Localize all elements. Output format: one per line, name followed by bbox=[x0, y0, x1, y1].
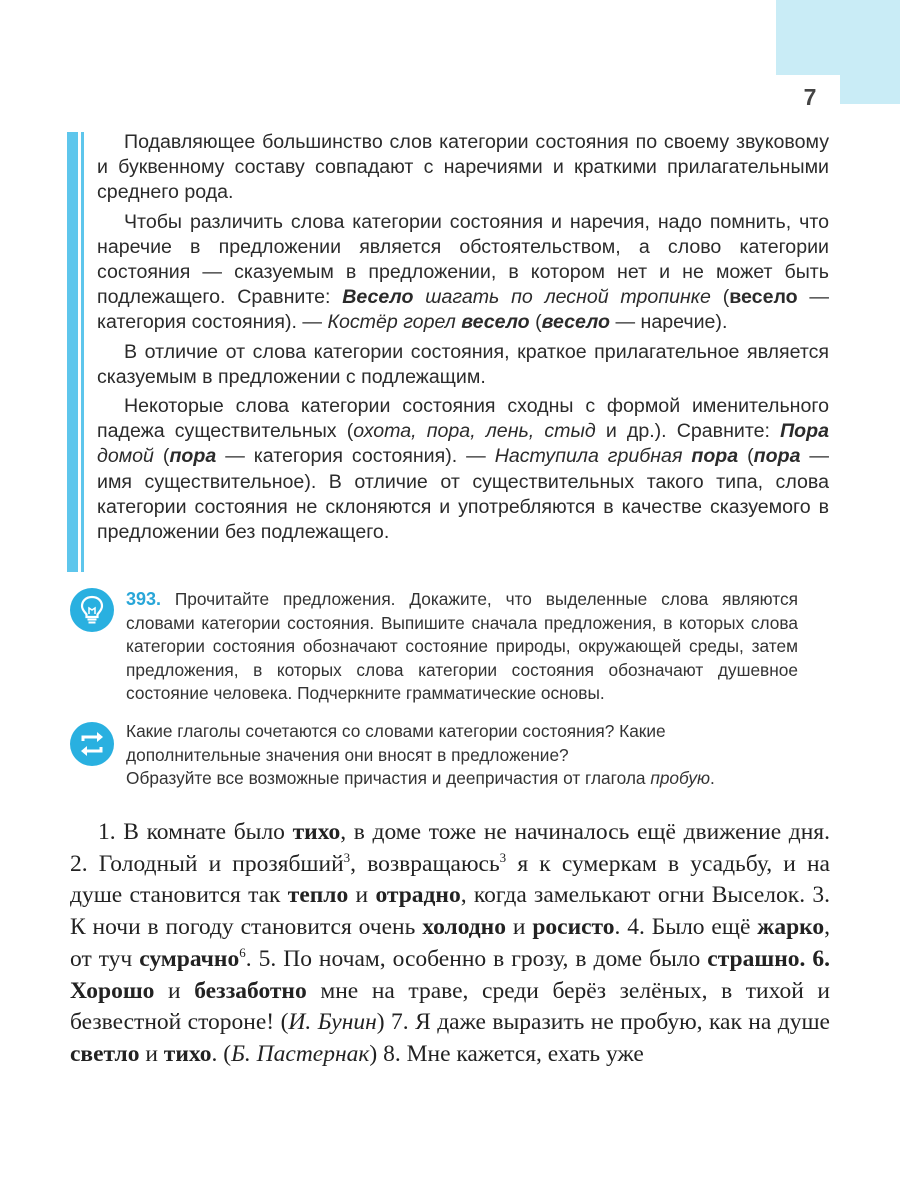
example-word: Пора bbox=[780, 420, 829, 443]
example-text: шагать по лесной тропинке bbox=[413, 286, 711, 309]
sentence-text: и bbox=[505, 914, 533, 941]
example-text: Наступила грибная bbox=[494, 445, 692, 468]
author-name: Б. Пастернак bbox=[231, 1040, 370, 1067]
task-text: Прочитайте предложения. Докажите, что выделенные слова являются словами категории состояния. Выпишите сначала предложения, в которых слова категории состояния обозначают состояние природы, окружающей среды, затем предложения, в которых слова категории состояния обозначают душевное состояние человека. Подчеркните грамматические основы. bbox=[126, 589, 798, 704]
rule-bar-line bbox=[81, 132, 84, 572]
highlighted-word: росисто bbox=[532, 914, 615, 941]
superscript: 6 bbox=[239, 944, 246, 960]
rule-text: Чтобы различить слова категории состояния и наречия, надо помнить, что наречие в предложении является обстоятельством, а слово категории состояния — сказуемым в предложении, в котором нет и не может быть подлежащего. Сравните: bbox=[97, 210, 829, 309]
sentence-text: , возвращаюсь bbox=[350, 850, 500, 877]
rule-text: ( bbox=[710, 286, 730, 309]
sentence-text: , когда замелькают огни Выселок. 3. К ночи в погоду становится очень bbox=[70, 882, 831, 941]
exercise-text bbox=[70, 817, 830, 1071]
rule-text: — наречие). bbox=[610, 311, 728, 334]
highlighted-word: сумрачно bbox=[139, 945, 240, 972]
rule-text: — категория состояния). — bbox=[216, 445, 495, 468]
question-text: . bbox=[710, 768, 715, 789]
page-number: 7 bbox=[803, 84, 817, 110]
rule-paragraph-2 bbox=[97, 210, 829, 336]
example-text: охота, пора, лень, стыд bbox=[353, 420, 596, 443]
sentence-text: мне на траве, среди берёз зелёных, в тихой и безвестной стороне! ( bbox=[70, 977, 830, 1036]
rule-paragraph-1: Подавляющее большинство слов категории состояния по своему звуковому и буквенному составу совпадают с наречиями и краткими прилагательными среднего рода. bbox=[97, 131, 829, 204]
question-2 bbox=[126, 767, 798, 791]
example-text: Костёр горел bbox=[327, 311, 462, 334]
rule-text: — категория состояния). — bbox=[97, 286, 829, 334]
highlighted-word: страшно bbox=[707, 945, 800, 972]
highlighted-word: Хорошо bbox=[70, 977, 155, 1004]
sentence-text: ) 8. Мне кажется, ехать уже bbox=[369, 1040, 644, 1067]
sentence-text: я к сумеркам в усадьбу, и на душе становится так bbox=[70, 850, 830, 909]
sentence-text: 1. В комнате было bbox=[98, 819, 293, 845]
rule-text: — имя существительное). В отличие от существительных такого типа, слова категории состояния не склоняются и употребляются в качестве сказуемого в предложении без подлежащего. bbox=[97, 445, 830, 544]
question-text: Образуйте все возможные причастия и деепричастия от глагола bbox=[126, 768, 651, 789]
highlighted-word: холодно bbox=[422, 914, 506, 941]
rule-paragraph-4 bbox=[97, 394, 829, 545]
rule-text: ( bbox=[738, 445, 754, 468]
lightbulb-icon bbox=[70, 588, 114, 632]
rule-text: ( bbox=[529, 311, 542, 334]
task-questions bbox=[126, 720, 798, 791]
sentence-text: ) 7. Я даже выразить не пробую, как на душе bbox=[376, 1009, 830, 1036]
highlighted-word: светло bbox=[70, 1040, 140, 1067]
task-393 bbox=[126, 588, 798, 706]
rule-text: ( bbox=[153, 445, 170, 468]
highlighted-word: отрадно bbox=[375, 882, 461, 909]
rule-text: и др.). Сравните: bbox=[595, 420, 781, 443]
example-word: Весело bbox=[342, 286, 414, 309]
sentence-text: . 5. По ночам, особенно в грозу, в доме было bbox=[245, 945, 708, 972]
rule-paragraph-3: В отличие от слова категории состояния, краткое прилагательное является сказуемым в предложении с подлежащим. bbox=[97, 340, 829, 388]
superscript: 3 bbox=[499, 849, 507, 865]
example-word: весело bbox=[461, 311, 530, 334]
highlighted-word: жарко bbox=[757, 914, 825, 941]
sentence-text: и bbox=[139, 1040, 164, 1067]
rule-text: Некоторые слова категории состояния сходны с формой именительного падежа существительных ( bbox=[97, 395, 829, 443]
sentence-text: и bbox=[348, 882, 376, 909]
task-number: 393. bbox=[126, 589, 162, 609]
example-word: весело bbox=[729, 286, 798, 309]
sentence-text: . ( bbox=[211, 1040, 232, 1067]
example-word: пора bbox=[753, 445, 801, 468]
question-1: Какие глаголы сочетаются со словами категории состояния? Какие дополнительные значения они вносят в предложение? bbox=[126, 721, 666, 765]
author-name: И. Бунин bbox=[288, 1009, 377, 1036]
sentence-text: . 6. bbox=[799, 945, 830, 972]
sentence-text: . 4. Было ещё bbox=[614, 914, 758, 941]
example-text: домой bbox=[97, 445, 154, 468]
highlighted-word: тихо bbox=[163, 1040, 212, 1067]
highlighted-word: беззаботно bbox=[194, 977, 307, 1004]
example-word: пора bbox=[169, 445, 217, 468]
rule-block bbox=[97, 130, 829, 549]
sentence-text: , в доме тоже не начиналось ещё движение дня. 2. Голодный и прозябший bbox=[70, 819, 830, 877]
example-word: пора bbox=[691, 445, 739, 468]
question-word: пробую bbox=[650, 768, 711, 789]
sentence-text: и bbox=[154, 977, 195, 1004]
exercise-paragraph bbox=[70, 817, 830, 1071]
highlighted-word: тихо bbox=[292, 819, 341, 845]
rule-bar bbox=[67, 132, 78, 572]
sentence-text: , от туч bbox=[70, 914, 830, 972]
superscript: 3 bbox=[343, 849, 351, 865]
highlighted-word: тепло bbox=[287, 882, 349, 909]
repeat-icon bbox=[70, 722, 114, 766]
example-word: весело bbox=[541, 311, 611, 334]
